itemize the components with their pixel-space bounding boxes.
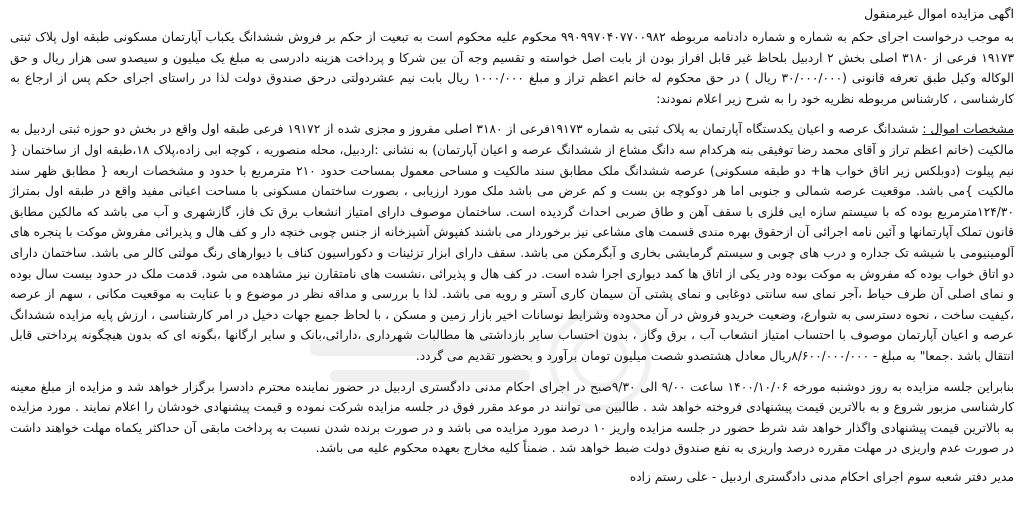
notice-title: اگهی مزایده اموال غیرمنقول [864, 6, 1014, 21]
spacer [10, 109, 1014, 119]
signature-line: مدیر دفتر شعبه سوم اجرای احکام مدنی دادگستری اردبیل - علی رستم زاده [629, 469, 1014, 484]
paragraph-intro: به موجب درخواست اجرای حکم به شماره و شماره دادنامه مربوطه ۹۹۰۹۹۷۰۴۰۷۷۰۰۹۸۲ محکوم علیه محکوم است به تبعیت از حکم بر فروش ششدانگ یکباب آپارتمان مسکونی طبقه اول پلاک ثبتی ۱۹۱۷۳ فرعی از ۳۱۸۰ اصلی بخش ۲ اردبیل بلحاظ غیر قابل افراز بودن از بابت اصل خواسته و تقسیم وجه آن بین شرکا و پرداخت هزینه دادرسی به مبلغ یک میلیون و سیصدو سی هزار ریال و حق الوکاله وکیل طبق تعرفه قانونی (۳۰/۰۰۰/۰۰۰ ریال ) در حق محکوم له خانم اعظم تراز و مبلغ ۱۰۰۰/۰۰۰ ریال بابت نیم عشردولتی درحق صندوق دولت لذا در راستای اجرای حکم پس از ارجاع به کارشناسی ، کارشناس مربوطه نظریه خود را به شرح زیر اعلام نمودند: [10, 30, 1015, 106]
paragraph-property-specs [10, 119, 1014, 366]
specs-text: ششدانگ عرصه و اعیان یکدستگاه آپارتمان به پلاک ثبتی به شماره ۱۹۱۷۳فرعی از ۳۱۸۰ اصلی مفروز و مجزی شده از ۱۹۱۷۲ فرعی طبقه اول واقع در بخش دو حوزه ثبتی اردبیل به مالکیت (خانم اعظم تراز و آقای محمد رضا توفیقی بنه هرکدام سه دانگ مشاع از ششدانگ عرصه و اعیان آپارتمان) به نشانی :اردبیل، محله منصوریه ، کوچه ابی زاده،پلاک ۱۸،طبقه اول از ساختمان { نیم پیلوت (دوبلکس زیر اتاق خواب ها+ دو طبقه مسکونی) عرصه ششدانگ ملک مطابق سند مالکیت و مساحی معمول بمساحت حدود ۲۱۰ مترمربع با حدود و مشخصات اربعه { مطابق ظهر سند مالکیت }می باشد. موقعیت عرصه شمالی و جنوبی اما هر دوکوچه بن بست و کم عرض می باشد ملک مورد ارزیابی ، بصورت ساختمان مسکونی با مساحت اعیانی مفید واقع در طبقه اول بمتراژ ۱۲۴/۳۰مترمربع بوده که با سیستم سازه ایی فلزی با سقف آهن و طاق ضربی احداث گردیده است. ساختمان موصوف دارای امتیاز انشعاب برق تک فاز، گازشهری و آب می باشد که مالکین مطابق قانون تملک آپارتمانها و آئین نامه اجرائی آن ازحقوق بهره مندی قسمت های مشاعی نیز برخوردار می باشند کفپوش آشپزخانه از جنس چوبی خنچه دار و کف هال و پذیرائی مفروش موکت با پنجره های آلومینیومی با شیشه تک جداره و درب های چوبی و سیستم گرمایشی بخاری و آبگرمکن می باشد. سقف دارای ابزار تزئینات و دکوراسیون کناف با دیوارهای رنگ مولتی کالر می باشد. ساختمان دارای دو اتاق خواب بوده که مفروش به موکت بوده ودر یکی از اتاق ها کمد دیواری اجرا شده است. در کف هال و پذیرائی ،نشست های نامتقارن نیز مشاهده می شود. قدمت ملک در حدود بیست سال بوده و نمای اصلی آن طرف حیاط ،آجر نمای سه سانتی دوغابی و نمای پشتی آن سیمان کاری آستر و رویه می باشد. لذا با بررسی و مداقه نظر در موضوع و با عنایت به موقعیت مکانی ، سهم از عرصه ،کیفیت ساخت ، نحوه دسترسی به شوارع، وضعیت خریدو فروش در آن محدوده وشرایط نوسانات اخیر بازار زمین و مسکن ، با لحاظ جمیع جهات دخیل در امر کارشناسی ، ارزش پایه مزایده ششدانگ عرصه و اعیان آپارتمان موصوف با احتساب امتیاز انشعاب آب ، برق وگاز ، بدون احتساب سایر بازداشتی ها مطالبات شهرداری ،دارائی،بانک و سایر ارگانها ،بگونه ای که بدون هیچگونه پرداختی قابل انتقال باشد .جمعا" به مبلغ - ۸/۶۰۰/۰۰۰/۰۰۰ریال معادل هشتصدو شصت میلیون تومان برآورد و بحضور تقدیم می گردد. [10, 122, 1014, 363]
specs-label: مشخصات اموال : [922, 122, 1014, 137]
spacer [10, 367, 1014, 377]
paragraph-auction-session: بنابراین جلسه مزایده به روز دوشنبه مورخه ۱۴۰۰/۱۰/۰۶ ساعت ۹/۰۰ الی ۹/۳۰صبح در اجرای احکام مدنی دادگستری اردبیل در حضور نماینده محترم دادسرا برگزار خواهد شد و مزایده از مبلغ معینه کارشناسی مزبور شروع و به بالاترین قیمت پیشنهادی فروخته خواهد شد . طالبین می توانند در موعد مقرر فوق در جلسه مزایده شرکت نموده و قیمت پیشنهادی خودشان را اعلام نمایند . مورد مزایده به بالاترین قیمت پیشنهادی واگذار خواهد شد شرط حضور در جلسه مزایده واریز ۱۰ درصد مورد مزایده می باشد و در صورت برنده شدن نسبت به پرداخت مابقی آن حداکثر یکماه مهلت خواهند داشت در صورت عدم واریزی در مهلت مقرره درصد واریزی به نفع صندوق دولت ضبط خواهد شد . ضمناً کلیه مخارج بعهده محکوم علیه می باشد. [10, 379, 1014, 456]
